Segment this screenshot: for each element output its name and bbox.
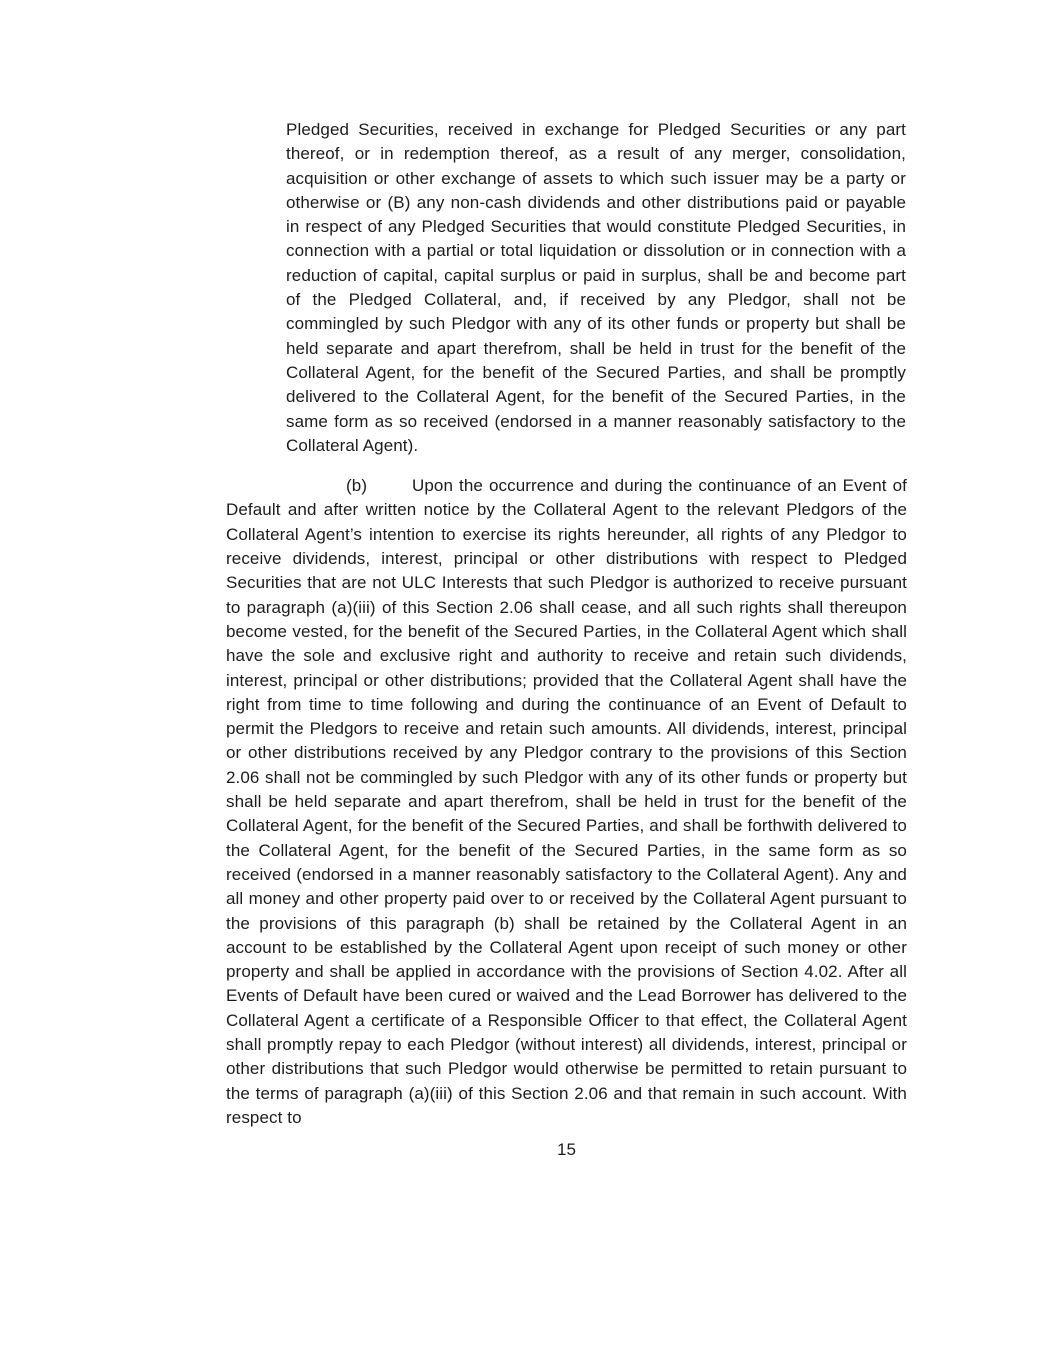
paragraph-b-label: (b) bbox=[346, 476, 368, 496]
page-content bbox=[226, 118, 907, 1162]
indented-clause-paragraph: Pledged Securities, received in exchange for Pledged Securities or any part thereof, or in redemption thereof, as a result of any merger, consolidation, acquisition or other exchange of assets to which such issuer may be a party or otherwise or (B) any non-cash dividends and other distributions paid or payable in respect of any Pledged Securities that would constitute Pledged Securities, in connection with a partial or total liquidation or dissolution or in connection with a reduction of capital, capital surplus or paid in surplus, shall be and become part of the Pledged Collateral, and, if received by any Pledgor, shall not be commingled by such Pledgor with any of its other funds or property but shall be held separate and apart therefrom, shall be held in trust for the benefit of the Collateral Agent, for the benefit of the Secured Parties, and shall be promptly delivered to the Collateral Agent, for the benefit of the Secured Parties, in the same form as so received (endorsed in a manner reasonably satisfactory to the Collateral Agent). bbox=[286, 120, 906, 455]
paragraph-b-text: Upon the occurrence and during the continuance of an Event of Default and after written notice by the Collateral Agent to the relevant Pledgors of the Collateral Agent’s intention to exercise its rights hereunder, all rights of any Pledgor to receive dividends, interest, principal or other distributions with respect to Pledged Securities that are not ULC Interests that such Pledgor is authorized to receive pursuant to paragraph (a)(iii) of this Section 2.06 shall cease, and all such rights shall thereupon become vested, for the benefit of the Secured Parties, in the Collateral Agent which shall have the sole and exclusive right and authority to receive and retain such dividends, interest, principal or other distributions; provided that the Collateral Agent shall have the right from time to time following and during the continuance of an Event of Default to permit the Pledgors to receive and retain such amounts. All dividends, interest, principal or other distributions received by any Pledgor contrary to the provisions of this Section 2.06 shall not be commingled by such Pledgor with any of its other funds or property but shall be held separate and apart therefrom, shall be held in trust for the benefit of the Collateral Agent, for the benefit of the Secured Parties, and shall be forthwith delivered to the Collateral Agent, for the benefit of the Secured Parties, in the same form as so received (endorsed in a manner reasonably satisfactory to the Collateral Agent). Any and all money and other property paid over to or received by the Collateral Agent pursuant to the provisions of this paragraph (b) shall be retained by the Collateral Agent in an account to be established by the Collateral Agent upon receipt of such money or other property and shall be applied in accordance with the provisions of Section 4.02. After all Events of Default have been cured or waived and the Lead Borrower has delivered to the Collateral Agent a certificate of a Responsible Officer to that effect, the Collateral Agent shall promptly repay to each Pledgor (without interest) all dividends, interest, principal or other distributions that such Pledgor would otherwise be permitted to retain pursuant to the terms of paragraph (a)(iii) of this Section 2.06 and that remain in such account. With respect to bbox=[226, 476, 907, 1127]
paragraph-b bbox=[226, 474, 907, 1130]
page-number: 15 bbox=[557, 1140, 576, 1160]
